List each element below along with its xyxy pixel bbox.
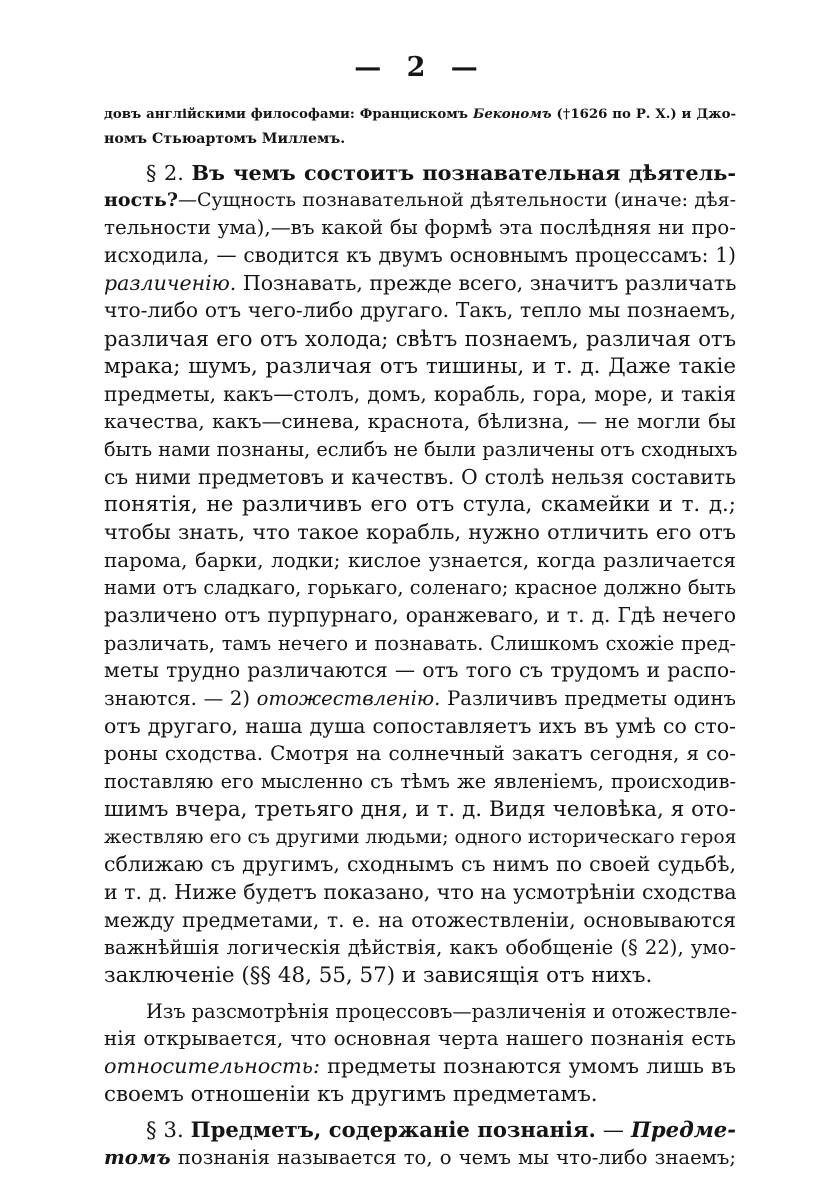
- text-line: ность?—Сущность познавательной дѣятельности (иначе: дѣя-: [104, 188, 736, 211]
- text-line: Изъ разсмотрѣнія процессовъ—различенія и отожествле-: [146, 999, 738, 1023]
- text-line: отъ другаго, наша душа сопоставляетъ ихъ въ умѣ со сто-: [104, 713, 736, 738]
- text-line: парома, барки, лодки; кислое узнается, когда различается: [104, 548, 736, 572]
- text-line: роны сходства. Смотря на солнечный закатъ сегодня, я со-: [104, 742, 736, 766]
- text-line: тельности ума),—въ какой бы формѣ эта послѣдняя ни про-: [104, 216, 736, 240]
- text-line: различенію. Познавать, прежде всего, значитъ различать: [104, 270, 737, 295]
- text-line: понятія, не различивъ его отъ стула, скамейки и т. д.;: [104, 492, 736, 518]
- text-line: быть нами познаны, еслибъ не были различены отъ сходныхъ: [104, 437, 738, 461]
- page-number: — 2 —: [354, 52, 486, 83]
- text-line: важнѣйшія логическія дѣйствія, какъ обобщеніе (§ 22), умо-: [104, 936, 736, 960]
- footnote: [104, 103, 736, 151]
- text-line: томъ познанія называется то, о чемъ мы что-либо знаемъ;: [104, 1146, 736, 1170]
- text-line: шимъ вчера, третьяго дня, и т. д. Видя человѣка, я ото-: [104, 796, 736, 822]
- text-line: жествляю его съ другими людьми; одного историческаго героя: [104, 826, 737, 848]
- text-line: различая его отъ холода; свѣтъ познаемъ, различая отъ: [104, 326, 736, 352]
- text-line: между предметами, т. е. на отожествленіи, основываются: [104, 907, 736, 932]
- text-line: исходила, — сводится къ двумъ основнымъ процессамъ: 1): [104, 243, 736, 268]
- text-line: мрака; шумъ, различая отъ тишины, и т. д. Даже такіе: [104, 353, 736, 379]
- footnote-line: довъ англійскими философами: Францискомъ Бекономъ (†1626 по Р. Х.) и Джо-: [104, 107, 736, 122]
- section-mark: § 3.: [146, 1117, 184, 1143]
- section-2: [104, 159, 736, 990]
- text-line: и т. д. Ниже будетъ показано, что на усмотрѣніи сходства: [104, 879, 737, 904]
- section-3: [104, 1116, 736, 1171]
- section-mark: § 2.: [146, 161, 184, 185]
- section-2-heading: [104, 159, 736, 187]
- section-title: Въ чемъ состоитъ познавательная дѣятель-: [191, 160, 736, 185]
- text-line: своемъ отношеніи къ другимъ предметамъ.: [104, 1081, 598, 1107]
- text-line: различать, тамъ нечего и познавать. Слишкомъ схожіе пред-: [104, 631, 736, 655]
- text-line: съ ними предметовъ и качествъ. О столѣ нельзя составить: [104, 464, 736, 489]
- text-line: знаются. — 2) отожествленію. Различивъ предметы одинъ: [104, 687, 736, 711]
- section-3-heading: § 3. Предметъ, содержаніе познанія. — Предме-: [146, 1117, 736, 1143]
- text-line: что-либо отъ чего-либо другаго. Такъ, тепло мы познаемъ,: [104, 298, 736, 323]
- text-line: предметы, какъ—столъ, домъ, корабль, гора, море, и такія: [104, 381, 736, 406]
- text-line: поставляю его мысленно съ тѣмъ же явленіемъ, происходив-: [104, 770, 736, 794]
- text-line: заключеніе (§§ 48, 55, 57) и зависящія отъ нихъ.: [104, 962, 653, 988]
- text-line: нія открывается, что основная черта нашего познанія есть: [104, 1027, 736, 1051]
- text-line: сближаю съ другимъ, сходнымъ съ нимъ по своей судьбѣ,: [104, 852, 736, 877]
- section-title: Предметъ, содержаніе познанія.: [190, 1117, 596, 1143]
- text-line: меты трудно различаются — отъ того съ трудомъ и распо-: [104, 658, 736, 683]
- paragraph-relativity: [104, 998, 736, 1109]
- text-line: чтобы знать, что такое корабль, нужно отличить его отъ: [104, 519, 736, 544]
- text-line: различено отъ пурпурнаго, оранжеваго, и т. д. Гдѣ нечего: [104, 603, 736, 627]
- text-column: [104, 103, 736, 1172]
- text-line: качества, какъ—синева, краснота, бѣлизна, — не могли бы: [104, 410, 736, 434]
- text-line: нами отъ сладкаго, горькаго, соленаго; красное должно быть: [104, 576, 736, 600]
- footnote-line: номъ Стьюартомъ Миллемъ.: [104, 131, 346, 147]
- text-line: относительность: предметы познаются умомъ лишь въ: [104, 1054, 736, 1078]
